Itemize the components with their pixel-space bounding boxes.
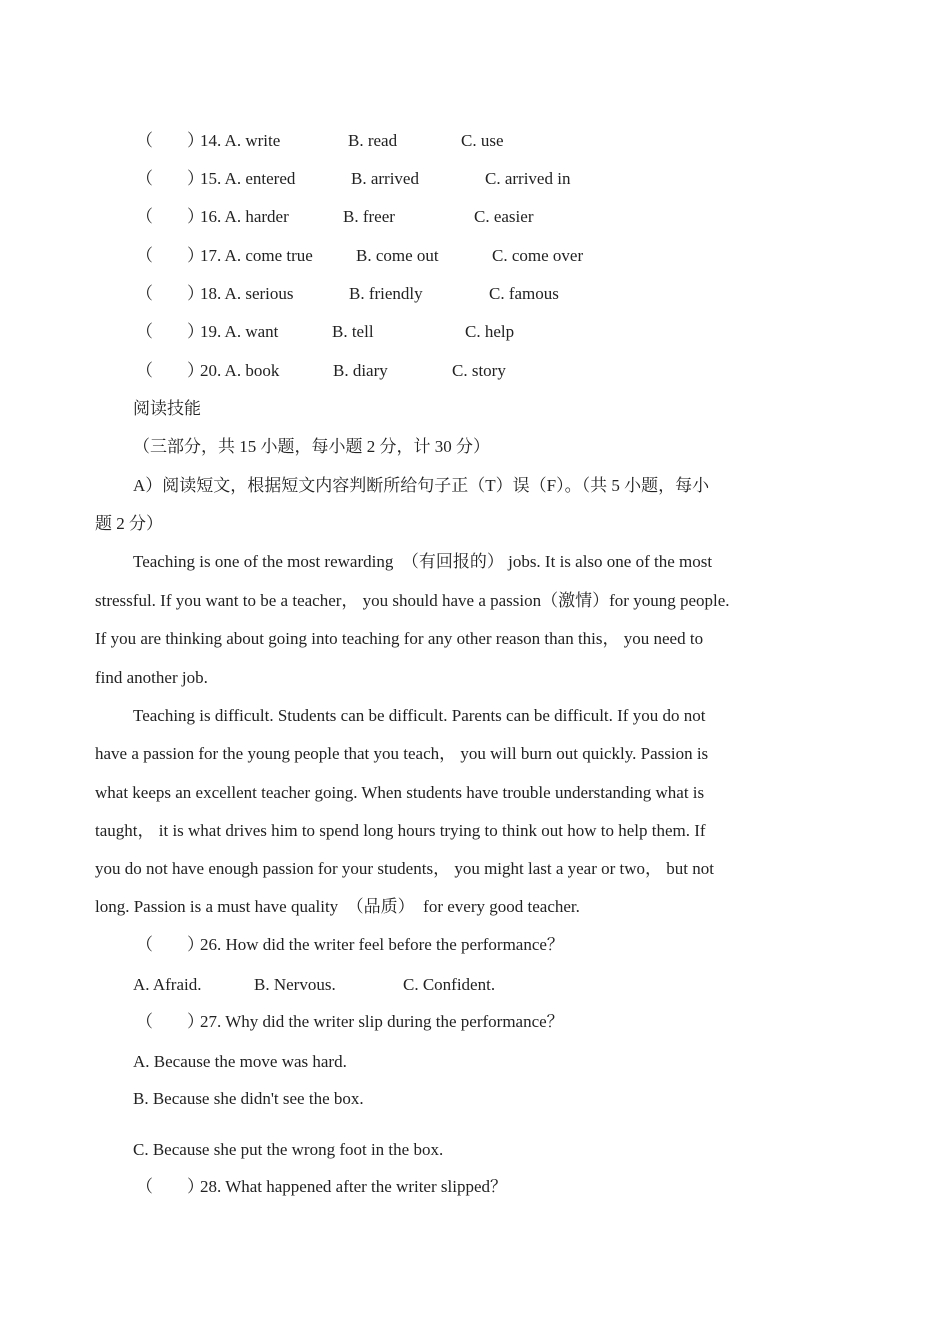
passage-line: what keeps an excellent teacher going. When students have trouble understanding what is: [95, 783, 705, 802]
option-a: 15. A. entered: [200, 169, 296, 188]
question-text: 28. What happened after the writer slipped？: [200, 1177, 507, 1196]
option-a: 16. A. harder: [200, 207, 289, 226]
option-a: 17. A. come true: [200, 246, 313, 265]
option-a: 19. A. want: [200, 322, 279, 341]
answer-bracket: （ ）: [136, 935, 204, 954]
option-c: C. easier: [474, 207, 534, 226]
option-b: B. Because she didn't see the box.: [133, 1089, 364, 1108]
answer-bracket: （ ）: [136, 1177, 204, 1196]
answer-bracket: （ ）: [136, 322, 204, 341]
passage-line: taught， it is what drives him to spend long hours trying to think out how to help them. If: [95, 821, 706, 840]
passage-line: If you are thinking about going into teaching for any other reason than this， you need to: [95, 629, 704, 648]
option-b: B. freer: [343, 207, 395, 226]
option-b: B. tell: [332, 322, 374, 341]
passage-line: you do not have enough passion for your students， you might last a year or two， but not: [95, 859, 714, 878]
instruction-line-2: 题 2 分）: [95, 514, 163, 533]
answer-bracket: （ ）: [136, 246, 204, 265]
option-c: C. famous: [489, 284, 559, 303]
option-b: B. read: [348, 131, 398, 150]
answer-bracket: （ ）: [136, 361, 204, 380]
section-title: 阅读技能: [133, 399, 201, 418]
instruction-line-1: A）阅读短文，根据短文内容判断所给句子正（T）误（F）。（共 5 小题，每小: [133, 476, 710, 495]
passage-line: have a passion for the young people that you teach， you will burn out quickly. Passion is: [95, 744, 709, 763]
option-a: 14. A. write: [200, 131, 281, 150]
question-text: 27. Why did the writer slip during the performance？: [200, 1012, 564, 1031]
option-c: C. help: [465, 322, 515, 341]
passage-line: find another job.: [95, 668, 208, 687]
question-text: 26. How did the writer feel before the performance？: [200, 935, 564, 954]
option-a: 20. A. book: [200, 361, 280, 380]
passage-line: stressful. If you want to be a teacher， you should have a passion（激情）for young people.: [95, 591, 730, 610]
option-c: C. Confident.: [403, 975, 496, 994]
answer-bracket: （ ）: [136, 131, 204, 150]
option-b: B. diary: [333, 361, 388, 380]
option-b: B. arrived: [351, 169, 419, 188]
option-b: B. friendly: [349, 284, 423, 303]
option-a: 18. A. serious: [200, 284, 294, 303]
option-b: B. Nervous.: [254, 975, 336, 994]
section-subtitle: （三部分，共 15 小题，每小题 2 分，计 30 分）: [133, 437, 490, 456]
option-c: C. arrived in: [485, 169, 571, 188]
passage-line: Teaching is difficult. Students can be difficult. Parents can be difficult. If you do not: [133, 706, 706, 725]
answer-bracket: （ ）: [136, 1012, 204, 1031]
answer-bracket: （ ）: [136, 207, 204, 226]
option-c: C. come over: [492, 246, 584, 265]
answer-bracket: （ ）: [136, 169, 204, 188]
option-c: C. use: [461, 131, 504, 150]
option-a: A. Because the move was hard.: [133, 1052, 347, 1071]
option-b: B. come out: [356, 246, 439, 265]
passage-line: Teaching is one of the most rewarding （有回报的） jobs. It is also one of the most: [133, 552, 713, 571]
answer-bracket: （ ）: [136, 284, 204, 303]
option-a: A. Afraid.: [133, 975, 202, 994]
passage-line: long. Passion is a must have quality （品质） for every good teacher.: [95, 897, 580, 916]
option-c: C. story: [452, 361, 506, 380]
option-c: C. Because she put the wrong foot in the box.: [133, 1140, 444, 1159]
